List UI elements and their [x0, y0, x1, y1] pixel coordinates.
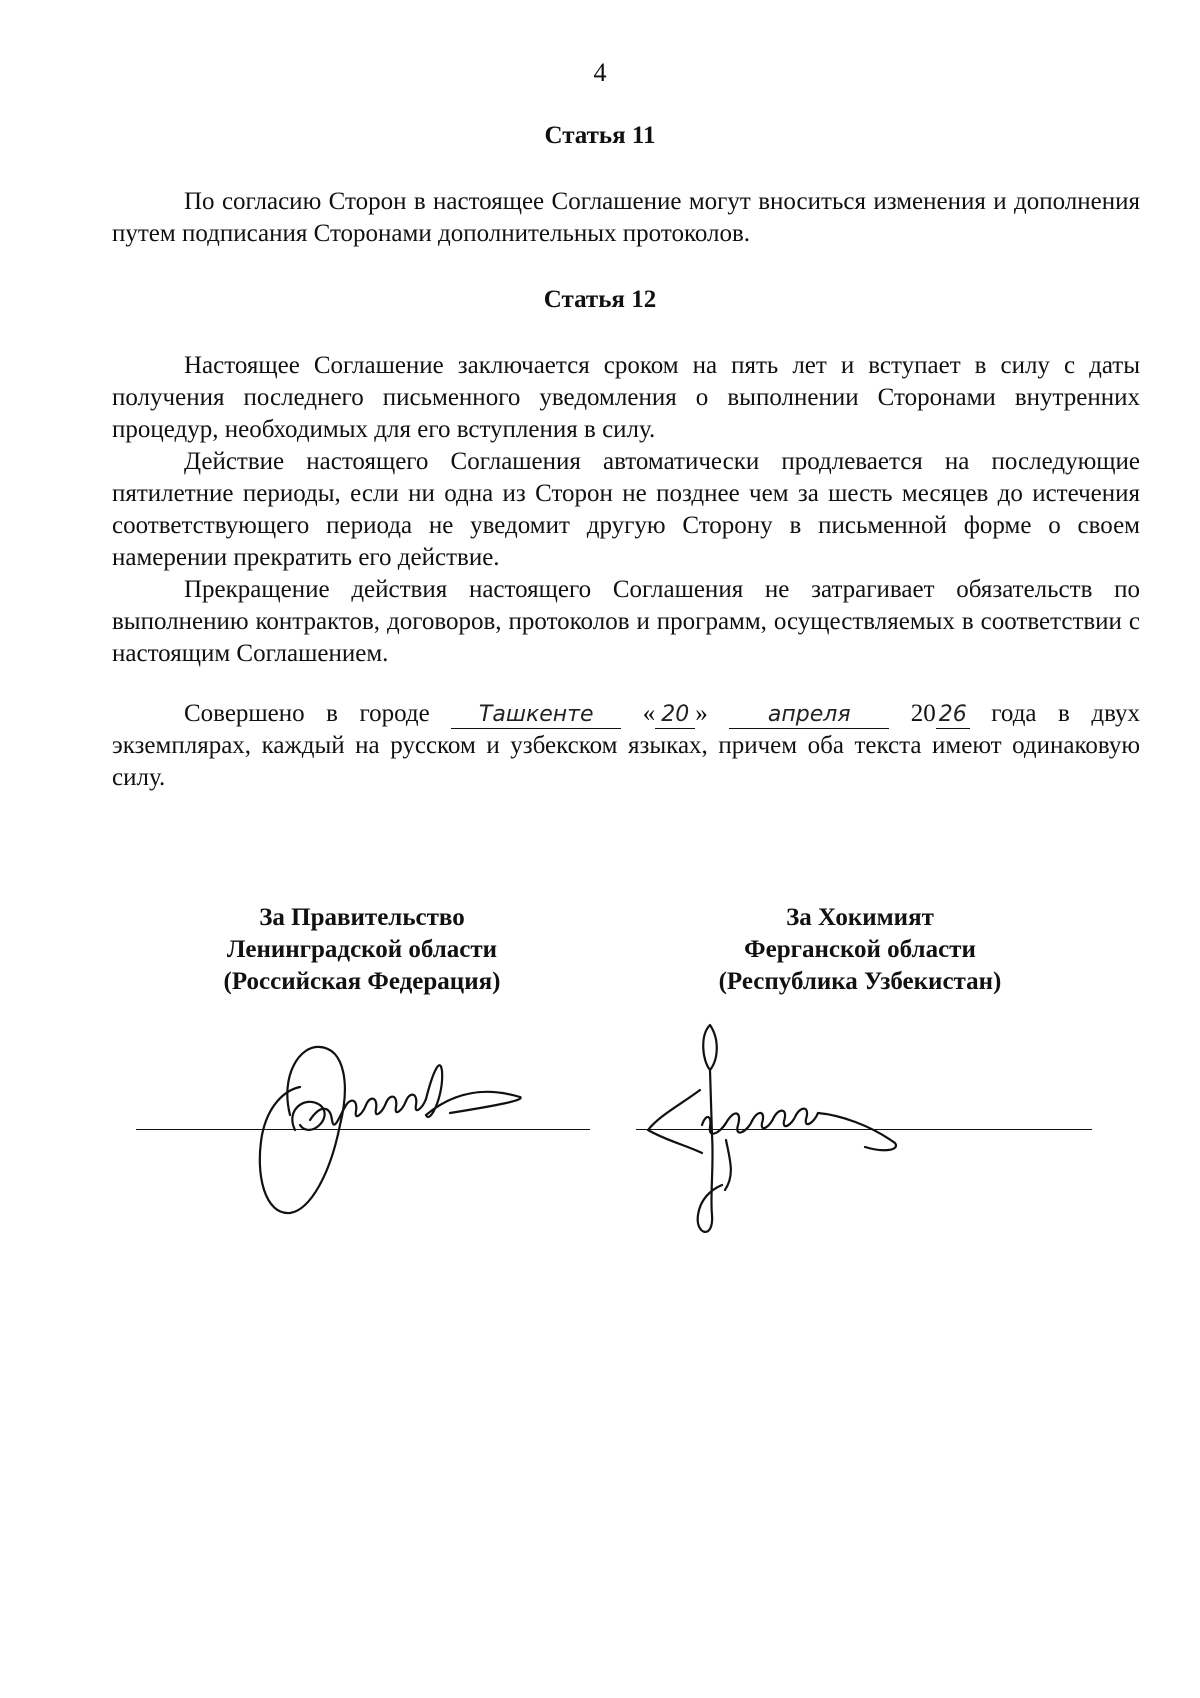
article-11-paragraph: По согласию Сторон в настоящее Соглашение могут вноситься изменения и дополнения путем подписания Сторонами дополнительных протоколов.	[112, 188, 1140, 247]
year-prefix: 20	[910, 700, 936, 727]
quote-close: »	[695, 700, 708, 727]
article-12-heading: Статья 12	[543, 286, 657, 313]
quote-open: «	[642, 700, 656, 727]
closing-suffix: года в двух экземплярах, каждый на русском и узбекском языках, причем оба текста имеют одинаковую силу.	[112, 700, 1141, 791]
handwritten-city: Ташкенте	[451, 702, 621, 729]
signatory-left	[132, 902, 592, 998]
article-12-paragraph-1: Настоящее Соглашение заключается сроком на пять лет и вступает в силу с даты получения последнего письменного уведомления о выполнении Сторонами внутренних процедур, необходимых для его вступления в силу.	[112, 352, 1140, 443]
signature-left-image	[250, 1035, 540, 1225]
signatory-right-line1: За Хокимият	[786, 904, 934, 931]
page-number: 4	[593, 58, 607, 87]
signatory-left-line3: (Российская Федерация)	[223, 968, 501, 995]
article-12-paragraph-3: Прекращение действия настоящего Соглашения не затрагивает обязательств по выполнению контрактов, договоров, протоколов и программ, осуществляемых в соответствии с настоящим Соглашением.	[112, 576, 1140, 667]
signatory-left-line1: За Правительство	[259, 904, 465, 931]
signatory-right-line2: Ферганской области	[744, 936, 976, 963]
article-12-paragraph-2: Действие настоящего Соглашения автоматически продлевается на последующие пятилетние периоды, если ни одна из Сторон не позднее чем за шесть месяцев до истечения соответствующего периода не уведомит другую Сторону в письменной форме о своем намерении прекратить его действие.	[112, 448, 1140, 571]
article-11-heading: Статья 11	[544, 122, 656, 149]
handwritten-year-suffix: 26	[936, 702, 970, 729]
closing-prefix: Совершено в городе	[184, 700, 430, 727]
signatory-left-line2: Ленинградской области	[226, 936, 498, 963]
signatory-right	[630, 902, 1090, 998]
signatory-right-line3: (Республика Узбекистан)	[718, 968, 1002, 995]
handwritten-month: апреля	[729, 702, 889, 729]
signature-right-image	[640, 1015, 930, 1245]
handwritten-day: 20	[655, 702, 695, 729]
closing-paragraph	[112, 698, 1140, 794]
